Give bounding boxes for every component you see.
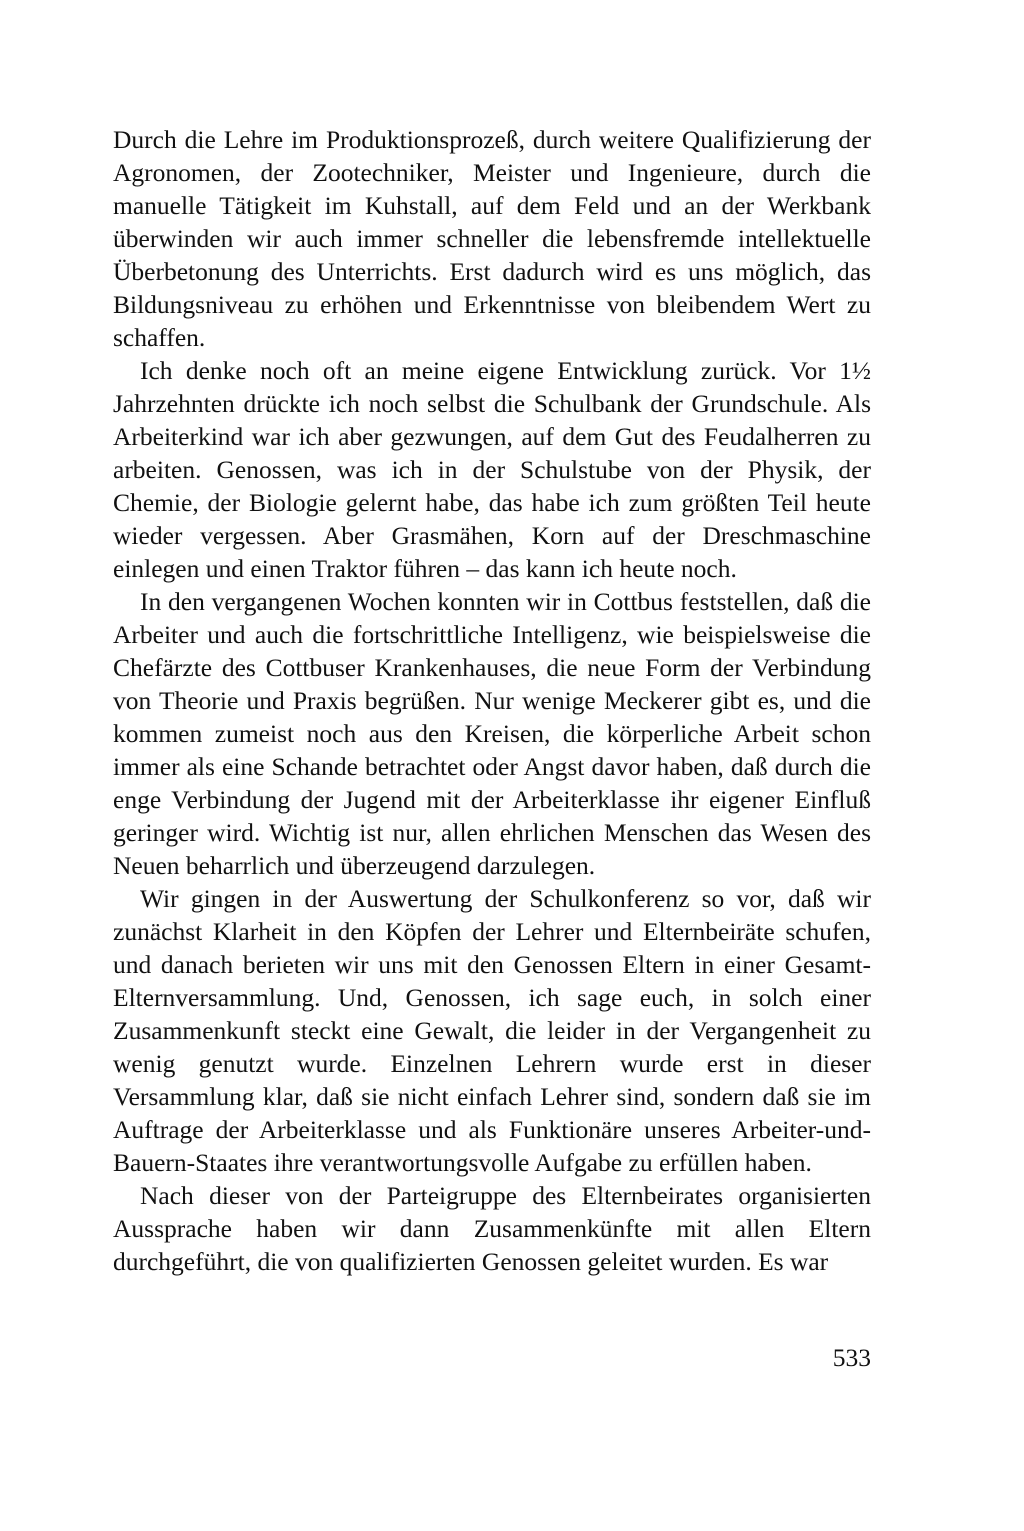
paragraph-3: In den vergangenen Wochen konnten wir in Cottbus feststellen, daß die Arbeiter und auch die fortschrittliche Intelligenz, wie beispielsweise die Chefärzte des Cottbuser Krankenhauses, die neue Form der Verbindung von Theorie und Praxis begrüßen. Nur wenige Meckerer gibt es, und die kommen zumeist noch aus den Kreisen, die körperliche Arbeit schon immer als eine Schande betrachtet oder Angst davor haben, daß durch die enge Verbindung der Jugend mit der Arbeiterklasse ihr eigener Einfluß geringer wird. Wichtig ist nur, allen ehrlichen Menschen das Wesen des Neuen beharrlich und überzeugend darzulegen.	[113, 587, 871, 880]
paragraph-2: Ich denke noch oft an meine eigene Entwicklung zurück. Vor 1½ Jahrzehnten drückte ich noch selbst die Schulbank der Grundschule. Als Arbeiterkind war ich aber gezwungen, auf dem Gut des Feudalherren zu arbeiten. Genossen, was ich in der Schulstube von der Physik, der Chemie, der Biologie gelernt habe, das habe ich zum größten Teil heute wieder vergessen. Aber Grasmähen, Korn auf der Dreschmaschine einlegen und einen Traktor führen – das kann ich heute noch.	[113, 356, 871, 583]
paragraph-4: Wir gingen in der Auswertung der Schulkonferenz so vor, daß wir zunächst Klarheit in den Köpfen der Lehrer und Elternbeiräte schufen, und danach berieten wir uns mit den Genossen Eltern in einer Gesamt-Elternversammlung. Und, Genossen, ich sage euch, in solch einer Zusammenkunft steckt eine Gewalt, die leider in der Vergangenheit zu wenig genutzt wurde. Einzelnen Lehrern wurde erst in dieser Versammlung klar, daß sie nicht einfach Lehrer sind, sondern daß sie im Auftrage der Arbeiterklasse und als Funktionäre unseres Arbeiter-und-Bauern-Staates ihre verantwortungsvolle Aufgabe zu erfüllen haben.	[113, 884, 871, 1177]
page-number: 533	[832, 1343, 871, 1372]
paragraph-5: Nach dieser von der Parteigruppe des Elternbeirates organisierten Aussprache haben wir dann Zusammenkünfte mit allen Eltern durchgeführt, die von qualifizierten Genossen geleitet wurden. Es war	[113, 1181, 871, 1276]
body-text	[113, 123, 871, 1278]
paragraph-1: Durch die Lehre im Produktionsprozeß, durch weitere Qualifizierung der Agronomen, der Zootechniker, Meister und Ingenieure, durch die manuelle Tätigkeit im Kuhstall, auf dem Feld und an der Werkbank überwinden wir auch immer schneller die lebensfremde intellektuelle Überbetonung des Unterrichts. Erst dadurch wird es uns möglich, das Bildungsniveau zu erhöhen und Erkenntnisse von bleibendem Wert zu schaffen.	[113, 125, 871, 352]
